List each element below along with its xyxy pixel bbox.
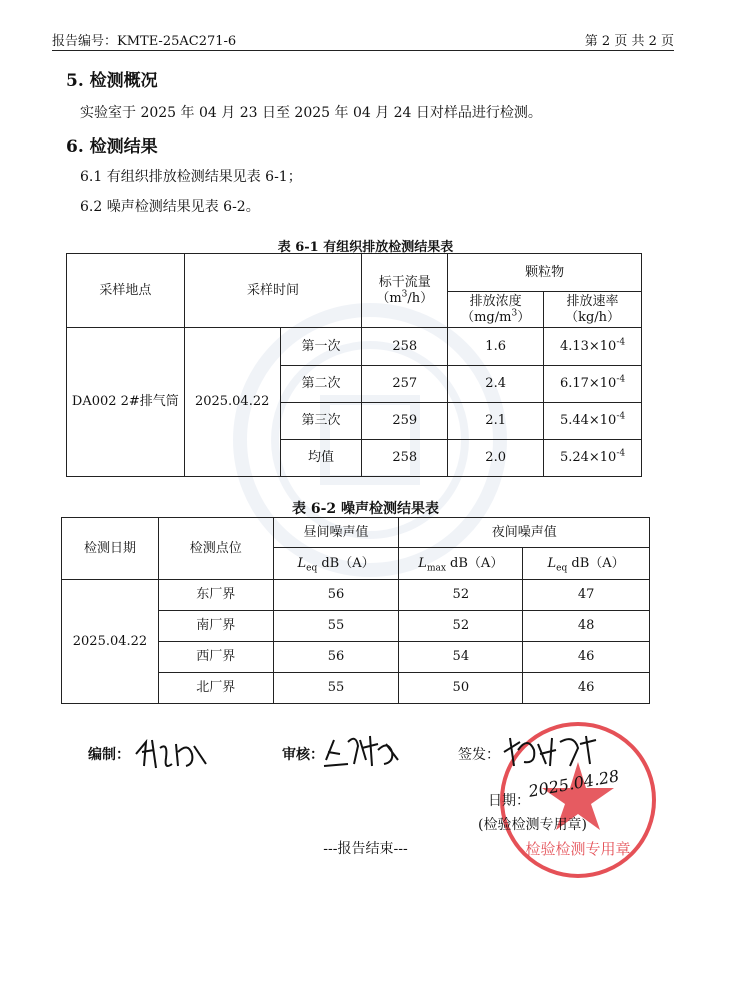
th-rate-main: 排放速率 xyxy=(566,293,619,309)
cell-label: 第二次 xyxy=(280,366,362,403)
th-rate-unit: （kg/h） xyxy=(565,309,621,325)
cell-point: 南厂界 xyxy=(158,611,273,642)
cell-point: 西厂界 xyxy=(158,642,273,673)
cell-point: 东厂界 xyxy=(158,580,273,611)
table2-caption: 表 6-2 噪声检测结果表 xyxy=(291,501,440,517)
cell-day: 55 xyxy=(273,611,399,642)
page-header xyxy=(52,28,674,51)
cell-rate xyxy=(544,366,642,403)
cell-flow: 257 xyxy=(362,366,448,403)
cell-rate xyxy=(544,403,642,440)
cell-label: 第一次 xyxy=(280,328,362,366)
cell-day: 56 xyxy=(273,580,399,611)
th-conc-main: 排放浓度 xyxy=(469,293,522,309)
cell-night-eq: 46 xyxy=(523,673,650,704)
cell-night-max: 50 xyxy=(399,673,523,704)
l-sub-max: max xyxy=(426,563,446,574)
rate-exp: -4 xyxy=(616,374,626,385)
rate-exp: -4 xyxy=(616,411,626,422)
stamp-note: (检验检测专用章) xyxy=(478,817,587,833)
conc-unit-pre: （mg/m xyxy=(461,309,512,325)
report-number: 报告编号：KMTE-25AC271-6 xyxy=(52,34,237,49)
seal-text: 检验检测专用章 xyxy=(525,840,631,858)
cell-night-max: 52 xyxy=(399,611,523,642)
l-symbol: L xyxy=(418,555,427,571)
th-night: 夜间噪声值 xyxy=(399,518,650,548)
l-sub-eq: eq xyxy=(306,563,318,574)
flow-unit-post: /h） xyxy=(407,290,434,306)
th-flow-main: 标干流量 xyxy=(378,274,431,290)
l-symbol: L xyxy=(547,555,557,571)
cell-rate xyxy=(544,440,642,477)
reviewer-signature xyxy=(322,730,402,772)
th-day: 昼间噪声值 xyxy=(273,518,399,548)
cell-night-max: 54 xyxy=(399,642,523,673)
l-sub-eq: eq xyxy=(556,563,568,574)
unit-text: dB（A） xyxy=(445,555,504,571)
approver-signature xyxy=(500,730,600,772)
cell-flow: 258 xyxy=(362,328,448,366)
th-conc xyxy=(448,292,544,328)
th-point: 检测点位 xyxy=(158,518,273,580)
reviewer-label: 审核： xyxy=(282,747,324,763)
cell-night-eq: 47 xyxy=(523,580,650,611)
rate-exp: -4 xyxy=(616,337,626,348)
section5-heading: 5. 检测概况 xyxy=(66,71,158,91)
th-night-leq xyxy=(523,548,650,580)
th-conc-unit xyxy=(448,310,543,326)
emission-table xyxy=(66,253,642,477)
rate-value: 4.13×10 xyxy=(559,338,617,354)
section6-line1: 6.1 有组织排放检测结果见表 6-1； xyxy=(80,169,302,185)
cell-conc: 2.0 xyxy=(448,440,544,477)
rate-exp: -4 xyxy=(616,448,626,459)
flow-unit-pre: （m xyxy=(376,290,402,306)
rate-value: 6.17×10 xyxy=(559,376,617,391)
unit-text: dB（A） xyxy=(567,555,625,571)
cell-conc: 1.6 xyxy=(448,328,544,366)
th-flow xyxy=(362,254,448,328)
rate-value: 5.24×10 xyxy=(559,450,617,465)
rate-value: 5.44×10 xyxy=(559,413,617,428)
approver-label: 签发： xyxy=(458,747,500,763)
th-night-lmax xyxy=(399,548,523,580)
th-date: 检测日期 xyxy=(62,518,159,580)
th-location: 采样地点 xyxy=(67,254,185,328)
l-symbol: L xyxy=(297,555,307,571)
date-label: 日期： xyxy=(488,793,530,809)
noise-table xyxy=(61,517,650,704)
page-info: 第 2 页 共 2 页 xyxy=(584,34,674,49)
cell-location: DA002 2#排气筒 xyxy=(67,328,185,477)
cell-label: 第三次 xyxy=(280,403,362,440)
cell-date: 2025.04.22 xyxy=(184,328,280,477)
cell-night-eq: 46 xyxy=(523,642,650,673)
cell-night-max: 52 xyxy=(399,580,523,611)
cell-label: 均值 xyxy=(280,440,362,477)
cell-rate xyxy=(544,328,642,366)
th-particles: 颗粒物 xyxy=(448,254,642,292)
th-day-leq xyxy=(273,548,399,580)
cell-conc: 2.4 xyxy=(448,366,544,403)
cell-flow: 258 xyxy=(362,440,448,477)
handwritten-date: 2025.04.28 xyxy=(527,766,621,801)
section5-text: 实验室于 2025 年 04 月 23 日至 2025 年 04 月 24 日对样品进行检测。 xyxy=(80,105,542,121)
cell-flow: 259 xyxy=(362,403,448,440)
section6-heading: 6. 检测结果 xyxy=(66,137,158,157)
th-rate xyxy=(544,292,642,328)
cell-conc: 2.1 xyxy=(448,403,544,440)
conc-unit-post: ） xyxy=(517,309,531,325)
unit-text: dB（A） xyxy=(317,555,375,571)
cell-night-eq: 48 xyxy=(523,611,650,642)
conc-unit-sup: 3 xyxy=(511,308,518,319)
th-time: 采样时间 xyxy=(184,254,362,328)
table-row xyxy=(62,580,650,611)
compiler-label: 编制： xyxy=(88,747,130,763)
table1-caption: 表 6-1 有组织排放检测结果表 xyxy=(277,240,454,255)
report-end: ---报告结束--- xyxy=(323,841,408,857)
th-flow-unit xyxy=(362,291,447,307)
cell-point: 北厂界 xyxy=(158,673,273,704)
table-row xyxy=(67,328,642,366)
section6-line2: 6.2 噪声检测结果见表 6-2。 xyxy=(80,199,260,215)
cell-day: 55 xyxy=(273,673,399,704)
cell-day: 56 xyxy=(273,642,399,673)
flow-unit-sup: 3 xyxy=(401,289,408,300)
cell-date: 2025.04.22 xyxy=(62,580,159,704)
compiler-signature xyxy=(132,734,212,774)
